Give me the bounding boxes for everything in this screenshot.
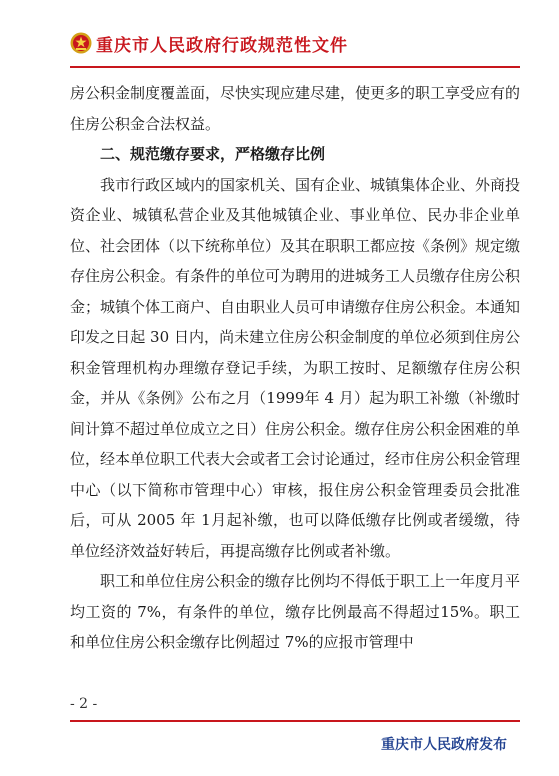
section-heading: 二、规范缴存要求，严格缴存比例 bbox=[100, 145, 326, 163]
document-body bbox=[70, 78, 520, 658]
national-emblem-icon bbox=[70, 32, 92, 54]
footer-publisher: 重庆市人民政府发布 bbox=[381, 737, 507, 753]
header-title: 重庆市人民政府行政规范性文件 bbox=[96, 36, 348, 56]
continuation-paragraph: 房公积金制度覆盖面，尽快实现应建尽建，使更多的职工享受应有的住房公积金合法权益。 bbox=[70, 84, 521, 133]
footer-divider bbox=[70, 720, 520, 722]
header-divider bbox=[70, 66, 520, 68]
body-paragraph-2: 职工和单位住房公积金的缴存比例均不得低于职工上一年度月平均工资的 7%，有条件的单位，缴存比例最高不得超过15%。职工和单位住房公积金缴存比例超过 7%的应报市管理中 bbox=[70, 572, 521, 651]
document-header bbox=[0, 0, 559, 70]
body-paragraph-1: 我市行政区域内的国家机关、国有企业、城镇集体企业、外商投资企业、城镇私营企业及其他城镇企业、事业单位、民办非企业单位、社会团体（以下统称单位）及其在职职工都应按《条例》规定缴存住房公积金。有条件的单位可为聘用的进城务工人员缴存住房公积金；城镇个体工商户、自由职业人员可申请缴存住房公积金。本通知印发之日起 30 日内，尚未建立住房公积金制度的单位必须到住房公积金管理机构办理缴存登记手续，为职工按时、足额缴存住房公积金，并从《条例》公布之月（1999年 4 月）起为职工补缴（补缴时间计算不超过单位成立之日）住房公积金。缴存住房公积金困难的单位，经本单位职工代表大会或者工会讨论通过，经市住房公积金管理中心（以下简称市管理中心）审核，报住房公积金管理委员会批准后，可从 2005 年 1月起补缴，也可以降低缴存比例或者缓缴，待单位经济效益好转后，再提高缴存比例或者补缴。 bbox=[70, 175, 521, 560]
page-number: - 2 - bbox=[70, 696, 98, 712]
